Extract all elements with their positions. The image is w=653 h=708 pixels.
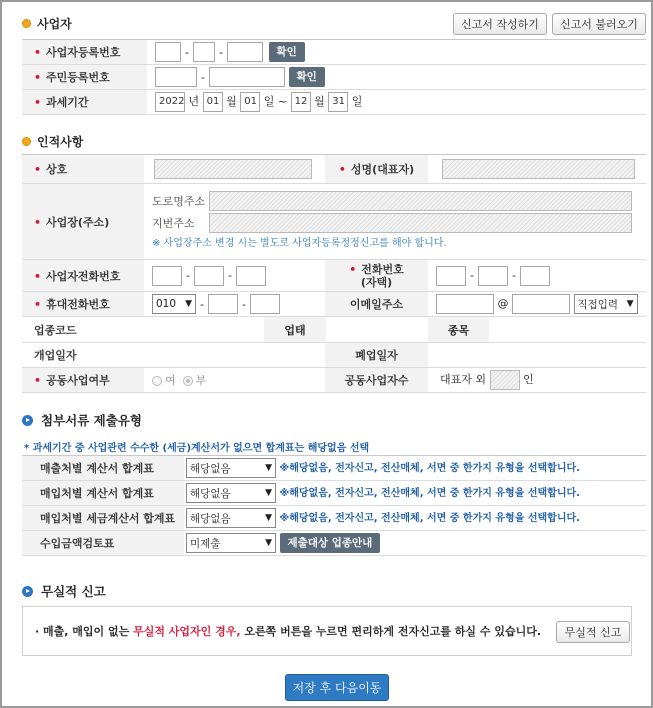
email-label: 이메일주소 bbox=[349, 298, 404, 311]
trade-name-field bbox=[154, 159, 312, 179]
address-label: 사업장(주소) bbox=[46, 215, 110, 229]
reg-no-part3-input[interactable] bbox=[227, 42, 263, 62]
reg-no-part1-input[interactable] bbox=[155, 42, 181, 62]
close-date-label: 폐업일자 bbox=[355, 349, 398, 362]
joint-no-radio[interactable] bbox=[183, 376, 193, 386]
period-row: • 과세기간 2022 년 01 월 01 일 ~ 12 월 31 일 bbox=[22, 90, 646, 115]
personal-table bbox=[22, 154, 646, 393]
rrn-label: 주민등록번호 bbox=[46, 71, 110, 84]
period-to-day-input[interactable]: 31 bbox=[328, 92, 348, 112]
date-row bbox=[22, 343, 646, 368]
rrn-part1-input[interactable] bbox=[155, 67, 197, 87]
load-report-button[interactable]: 신고서 불러오기 bbox=[552, 13, 646, 35]
reg-no-part2-input[interactable] bbox=[193, 42, 215, 62]
chevron-down-icon: ▼ bbox=[265, 538, 272, 548]
close-date-value bbox=[428, 343, 646, 368]
rrn-part2-input[interactable] bbox=[209, 67, 285, 87]
save-next-button[interactable]: 저장 후 다음이동 bbox=[285, 674, 389, 701]
nil-report-highlight: 무실적 사업자인 경우, bbox=[133, 625, 241, 638]
mobile-part3-input[interactable] bbox=[250, 294, 280, 314]
mobile-prefix-select[interactable]: 010 ▼ bbox=[152, 294, 196, 314]
bullet-icon bbox=[22, 19, 31, 28]
attachment-note: ※해당없음, 전자신고, 전산매체, 서면 중 한가지 유형을 선택합니다. bbox=[279, 463, 580, 474]
joint-label: 공동사업여부 bbox=[46, 374, 110, 387]
biz-phone-label: 사업자전화번호 bbox=[46, 269, 121, 283]
trade-name-label: 상호 bbox=[46, 163, 68, 176]
industry-guide-button[interactable]: 제출대상 업종안내 bbox=[280, 533, 381, 553]
home-phone-part1-input[interactable] bbox=[436, 266, 466, 286]
rrn-confirm-button[interactable]: 확인 bbox=[289, 67, 325, 87]
nil-report-box: · 매출, 매입이 없는 무실적 사업자인 경우, 오른쪽 버튼을 누르면 편리하게 전자신고를 하실 수 있습니다. 무실적 신고 bbox=[22, 606, 632, 656]
email-domain-select[interactable]: 직접입력 ▼ bbox=[574, 294, 638, 314]
email-id-input[interactable] bbox=[436, 294, 494, 314]
chevron-down-icon: ▼ bbox=[185, 299, 192, 309]
home-phone-label: 전화번호 bbox=[361, 262, 404, 276]
biz-type-value bbox=[326, 317, 428, 342]
biz-phone-part1-input[interactable] bbox=[152, 266, 182, 286]
item-label: 종목 bbox=[428, 317, 489, 342]
period-from-month-input[interactable]: 01 bbox=[203, 92, 223, 112]
joint-count-field bbox=[490, 370, 520, 390]
section-personal-title: 인적사항 bbox=[22, 133, 83, 150]
attachment-type-select[interactable]: 해당없음 ▼ bbox=[186, 508, 276, 528]
mobile-row: • 휴대전화번호 010 ▼ - - 이메일주소 @ 직접입력 ▼ bbox=[22, 292, 646, 317]
period-label: 과세기간 bbox=[46, 96, 89, 109]
biz-phone-part3-input[interactable] bbox=[236, 266, 266, 286]
attachment-note: ※해당없음, 전자신고, 전산매체, 서면 중 한가지 유형을 선택합니다. bbox=[279, 488, 580, 499]
attachment-row-0 bbox=[22, 456, 646, 481]
income-review-select[interactable]: 미제출 ▼ bbox=[186, 533, 276, 553]
lot-address-label: 지번주소 bbox=[152, 216, 195, 230]
ceo-name-field bbox=[442, 159, 635, 179]
period-to-month-input[interactable]: 12 bbox=[291, 92, 311, 112]
home-phone-part2-input[interactable] bbox=[478, 266, 508, 286]
email-domain-input[interactable] bbox=[512, 294, 570, 314]
open-date-value bbox=[144, 343, 325, 368]
address-change-note: ※ 사업장주소 변경 시는 별도로 사업자등록정정신고를 해야 합니다. bbox=[152, 237, 447, 249]
biz-phone-part2-input[interactable] bbox=[194, 266, 224, 286]
address-row: • 사업장(주소) 도로명주소 지번주소 ※ 사업장주소 변경 시는 별도로 사업자등록정정신고를 해야 합니다. bbox=[22, 184, 646, 260]
biz-type-label: 업태 bbox=[264, 317, 326, 342]
mobile-label: 휴대전화번호 bbox=[46, 298, 110, 311]
arrow-circle-icon bbox=[22, 415, 33, 426]
attachment-row-2 bbox=[22, 506, 646, 531]
income-review-row bbox=[22, 531, 646, 556]
period-year-input[interactable]: 2022 bbox=[155, 92, 185, 112]
industry-row bbox=[22, 317, 646, 343]
attachment-note: ※해당없음, 전자신고, 전산매체, 서면 중 한가지 유형을 선택합니다. bbox=[279, 513, 580, 524]
attachments-notice: * 과세기간 중 사업관련 수수한 (세금)계산서가 없으면 합계표는 해당없음 선택 bbox=[24, 443, 370, 454]
road-address-label: 도로명주소 bbox=[152, 194, 206, 208]
attachment-type-select[interactable]: 해당없음 ▼ bbox=[186, 483, 276, 503]
home-phone-part3-input[interactable] bbox=[520, 266, 550, 286]
item-value bbox=[489, 317, 646, 342]
joint-count-label: 공동사업자수 bbox=[344, 374, 409, 387]
reg-no-confirm-button[interactable]: 확인 bbox=[269, 42, 305, 62]
write-report-button[interactable]: 신고서 작성하기 bbox=[453, 13, 547, 35]
attachments-table bbox=[22, 455, 646, 556]
business-table bbox=[22, 39, 646, 115]
open-date-label: 개업일자 bbox=[34, 349, 77, 362]
mobile-part2-input[interactable] bbox=[208, 294, 238, 314]
section-nil-report-title: 무실적 신고 bbox=[22, 582, 106, 600]
nil-report-button[interactable]: 무실적 신고 bbox=[556, 621, 630, 643]
joint-yes-radio[interactable] bbox=[152, 376, 162, 386]
attachment-type-select[interactable]: 해당없음 ▼ bbox=[186, 458, 276, 478]
ceo-label: 성명(대표자) bbox=[350, 163, 415, 176]
attachment-label: 매출처별 계산서 합계표 bbox=[22, 456, 184, 481]
income-review-label: 수입금액검토표 bbox=[22, 531, 184, 556]
chevron-down-icon: ▼ bbox=[265, 463, 272, 473]
attachment-row-1 bbox=[22, 481, 646, 506]
section-business-title: 사업자 bbox=[22, 15, 72, 32]
period-from-day-input[interactable]: 01 bbox=[240, 92, 260, 112]
attachment-label: 매입처별 계산서 합계표 bbox=[22, 481, 184, 506]
road-address-field bbox=[209, 191, 632, 211]
reg-no-label: 사업자등록번호 bbox=[46, 46, 121, 59]
phone-row: • 사업자전화번호 - - • 전화번호 (자택) - - bbox=[22, 260, 646, 292]
section-attachments-title: 첨부서류 제출유형 bbox=[22, 411, 142, 429]
industry-code-value bbox=[144, 317, 264, 342]
lot-address-field bbox=[209, 213, 632, 233]
chevron-down-icon: ▼ bbox=[626, 299, 634, 309]
joint-row: • 공동사업여부 여 부 공동사업자수 대표자 외 인 bbox=[22, 368, 646, 393]
trade-name-row: • 상호 • 성명(대표자) bbox=[22, 155, 646, 184]
rrn-row: • 주민등록번호 - 확인 bbox=[22, 65, 646, 90]
industry-code-label: 업종코드 bbox=[34, 323, 77, 337]
arrow-circle-icon bbox=[22, 586, 33, 597]
attachment-label: 매입처별 세금계산서 합계표 bbox=[22, 506, 184, 531]
chevron-down-icon: ▼ bbox=[265, 513, 272, 523]
chevron-down-icon: ▼ bbox=[265, 488, 272, 498]
reg-no-row: • 사업자등록번호 - - 확인 bbox=[22, 40, 646, 65]
bullet-icon bbox=[22, 137, 31, 146]
